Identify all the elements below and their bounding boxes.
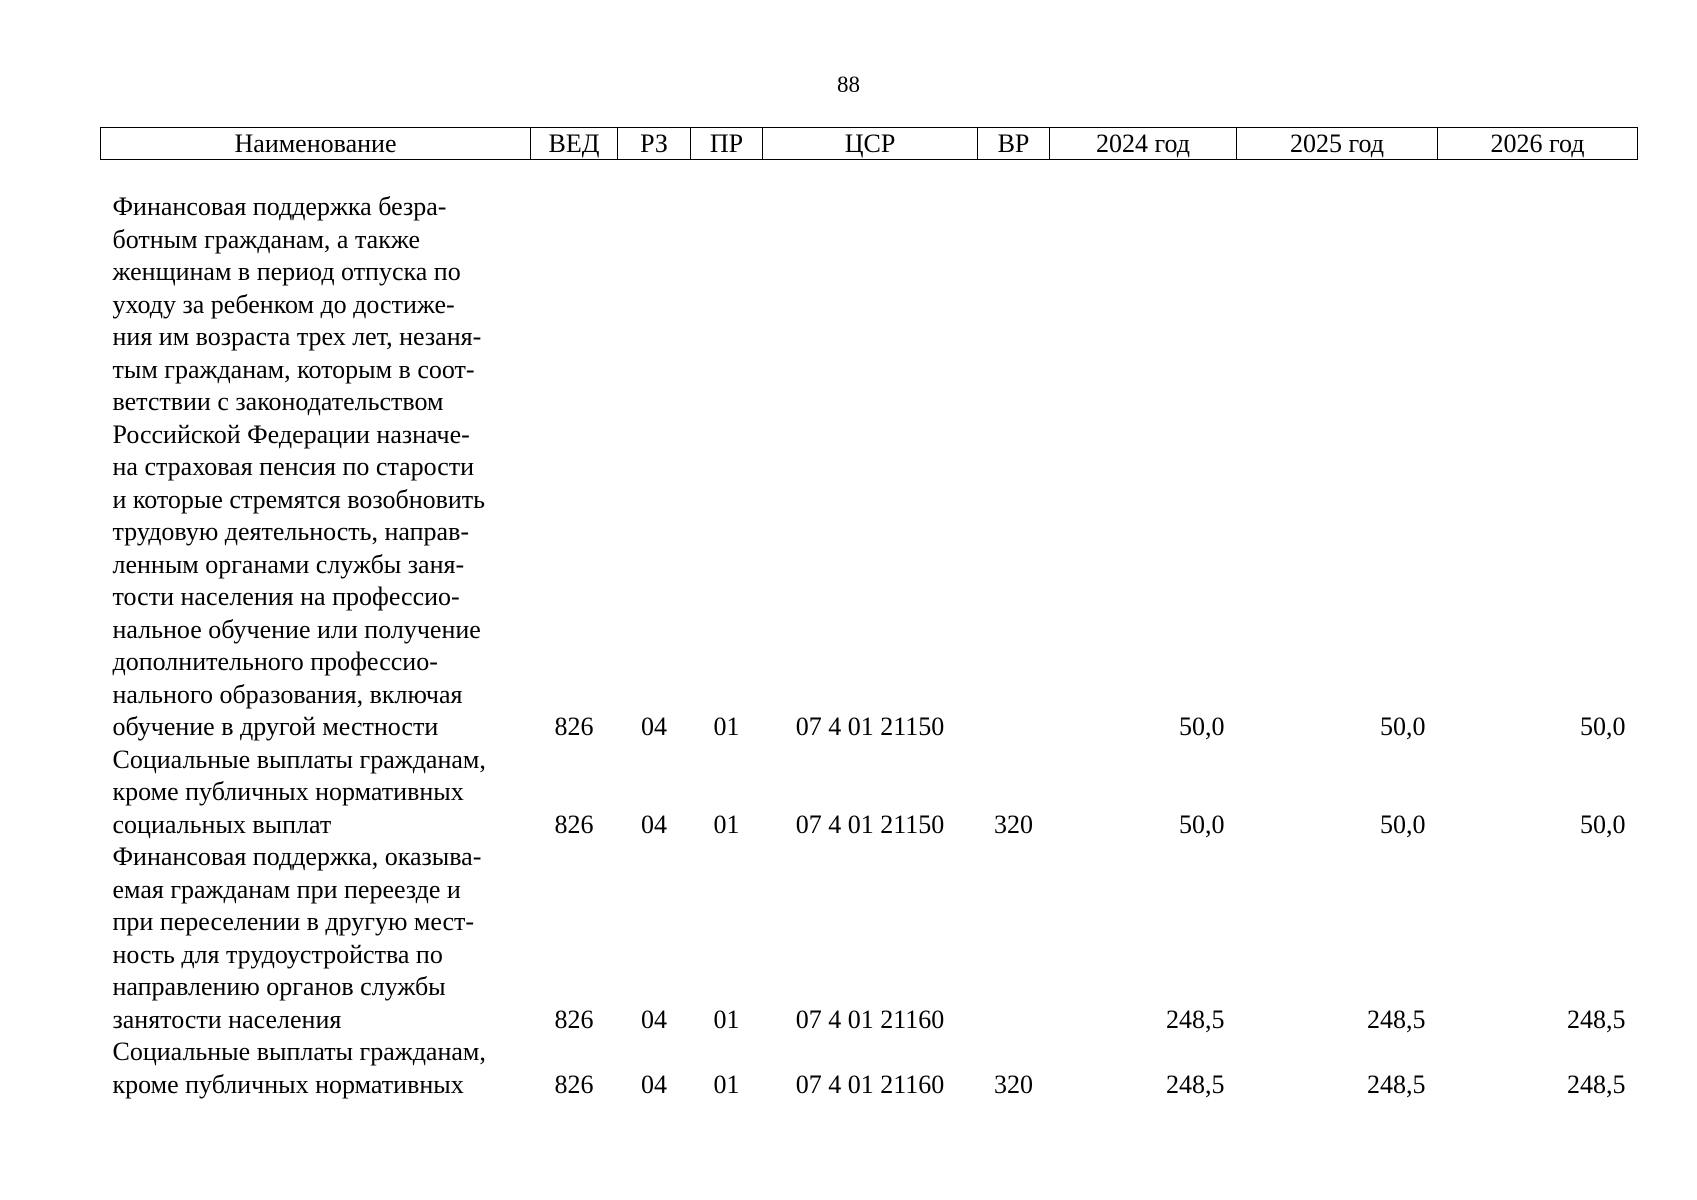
name-line: Российской Федерации назначе- xyxy=(112,419,470,449)
cell-csr: 07 4 01 21150 xyxy=(795,712,945,741)
cell-ved: 826 xyxy=(554,1069,594,1099)
table-body xyxy=(101,160,1638,1102)
budget-table xyxy=(100,127,1638,1101)
cell-rz: 04 xyxy=(641,1004,667,1034)
cell-2026: 50,0 xyxy=(1580,809,1626,839)
cell-pr: 01 xyxy=(713,1069,740,1099)
cell-pr: 01 xyxy=(713,1004,740,1034)
cell-rz: 04 xyxy=(641,712,667,741)
cell-vr xyxy=(978,841,1050,1036)
cell-pr: 01 xyxy=(713,712,740,741)
header-vr: ВР xyxy=(978,128,1050,160)
name-line: при переселении в другую мест- xyxy=(112,907,475,936)
cell-2025: 248,5 xyxy=(1367,1004,1426,1034)
name-line: ность для трудоустройства по xyxy=(112,939,443,969)
name-line: занятости населения xyxy=(112,1004,342,1034)
cell-2025: 248,5 xyxy=(1367,1069,1426,1099)
table-row xyxy=(101,1036,1638,1101)
page-number: 88 xyxy=(837,72,860,97)
name-line: кроме публичных нормативных xyxy=(112,777,464,806)
header-csr: ЦСР xyxy=(763,128,978,160)
name-line: женщинам в период отпуска по xyxy=(112,257,461,286)
cell-vr: 320 xyxy=(994,809,1033,839)
cell-rz: 04 xyxy=(641,809,667,839)
name-line: тости населения на профессио- xyxy=(112,582,460,611)
name-line: нальное обучение или получение xyxy=(112,614,481,644)
name-line: ботным гражданам, а также xyxy=(112,224,420,254)
header-name: Наименование xyxy=(101,128,531,160)
cell-2025: 50,0 xyxy=(1380,712,1426,741)
name-line: нального образования, включая xyxy=(112,679,463,709)
cell-csr: 07 4 01 21160 xyxy=(795,1069,945,1099)
name-line: дополнительного профессио- xyxy=(112,647,438,676)
cell-name xyxy=(101,1036,531,1101)
name-line: Социальные выплаты гражданам, xyxy=(112,1037,486,1066)
name-line: Социальные выплаты гражданам, xyxy=(112,744,486,774)
cell-name xyxy=(101,744,531,842)
cell-rz: 04 xyxy=(641,1069,667,1099)
cell-vr: 320 xyxy=(994,1069,1033,1099)
cell-2025: 50,0 xyxy=(1380,809,1426,839)
cell-2026: 248,5 xyxy=(1567,1069,1626,1099)
table-row xyxy=(101,191,1638,744)
name-line: Финансовая поддержка безра- xyxy=(112,192,447,221)
header-rz: РЗ xyxy=(618,128,691,160)
header-spacer xyxy=(101,160,1638,192)
table-row xyxy=(101,841,1638,1036)
name-line: обучение в другой местности xyxy=(112,712,439,741)
table-header-row xyxy=(101,128,1638,160)
cell-csr: 07 4 01 21160 xyxy=(795,1004,945,1034)
cell-ved: 826 xyxy=(554,712,594,741)
name-line: ветствии с законодательством xyxy=(112,387,444,416)
cell-2024: 50,0 xyxy=(1179,712,1225,741)
name-line: направлению органов службы xyxy=(112,972,446,1001)
cell-2024: 50,0 xyxy=(1179,809,1225,839)
header-2024: 2024 год xyxy=(1050,128,1237,160)
cell-name xyxy=(101,191,531,744)
name-line: ленным органами службы заня- xyxy=(112,549,465,579)
name-line: Финансовая поддержка, оказыва- xyxy=(112,842,482,871)
name-line: ния им возраста трех лет, незаня- xyxy=(112,322,482,351)
name-line: социальных выплат xyxy=(112,809,332,839)
header-2026: 2026 год xyxy=(1438,128,1638,160)
header-pr: ПР xyxy=(691,128,763,160)
name-line: тым гражданам, которым в соот- xyxy=(112,354,475,384)
cell-vr xyxy=(978,191,1050,744)
name-line: на страховая пенсия по старости xyxy=(112,452,475,481)
cell-ved: 826 xyxy=(554,1004,594,1034)
cell-2024: 248,5 xyxy=(1166,1069,1225,1099)
name-line: емая гражданам при переезде и xyxy=(112,874,461,904)
cell-2026: 248,5 xyxy=(1567,1004,1626,1034)
name-line: трудовую деятельность, направ- xyxy=(112,517,470,546)
cell-csr: 07 4 01 21150 xyxy=(795,809,945,839)
name-line: и которые стремятся возобновить xyxy=(112,484,486,514)
cell-2024: 248,5 xyxy=(1166,1004,1225,1034)
cell-pr: 01 xyxy=(713,809,740,839)
cell-name xyxy=(101,841,531,1036)
table-row xyxy=(101,744,1638,842)
cell-2026: 50,0 xyxy=(1580,712,1626,741)
name-line: уходу за ребенком до достиже- xyxy=(112,289,455,319)
name-line: кроме публичных нормативных xyxy=(112,1069,464,1099)
header-ved: ВЕД xyxy=(531,128,618,160)
cell-ved: 826 xyxy=(554,809,594,839)
header-2025: 2025 год xyxy=(1237,128,1438,160)
